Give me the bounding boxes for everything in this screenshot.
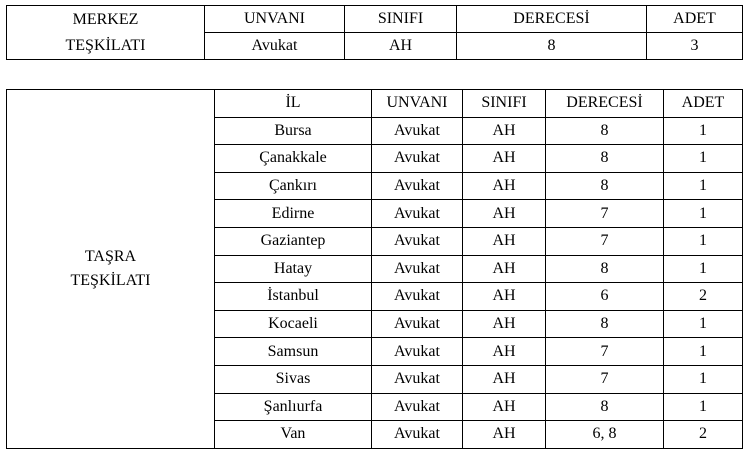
cell-il: Sivas (215, 365, 372, 393)
header-sinifi: SINIFI (463, 90, 546, 118)
cell-derecesi: 7 (546, 200, 664, 228)
cell-derecesi: 8 (546, 393, 664, 421)
cell-il: Edirne (215, 200, 372, 228)
cell-adet: 3 (647, 33, 743, 60)
cell-unvani: Avukat (372, 393, 463, 421)
cell-sinifi: AH (463, 283, 546, 311)
cell-unvani: Avukat (372, 338, 463, 366)
cell-il: Şanlıurfa (215, 393, 372, 421)
cell-derecesi: 7 (546, 365, 664, 393)
cell-sinifi: AH (463, 255, 546, 283)
cell-unvani: Avukat (372, 310, 463, 338)
cell-unvani: Avukat (372, 200, 463, 228)
cell-il: Hatay (215, 255, 372, 283)
cell-sinifi: AH (463, 227, 546, 255)
cell-adet: 1 (664, 310, 743, 338)
cell-adet: 1 (664, 200, 743, 228)
merkez-label-line: TEŞKİLATI (65, 36, 146, 54)
tasra-teskilati-label (7, 90, 215, 449)
cell-il: İstanbul (215, 283, 372, 311)
cell-unvani: Avukat (372, 172, 463, 200)
cell-unvani: Avukat (372, 145, 463, 173)
cell-derecesi: 7 (546, 338, 664, 366)
cell-adet: 1 (664, 172, 743, 200)
cell-il: Bursa (215, 117, 372, 145)
cell-sinifi: AH (463, 310, 546, 338)
cell-unvani: Avukat (372, 117, 463, 145)
cell-adet: 2 (664, 421, 743, 449)
cell-il: Van (215, 421, 372, 449)
cell-unvani: Avukat (372, 227, 463, 255)
cell-sinifi: AH (463, 200, 546, 228)
header-sinifi: SINIFI (345, 6, 457, 33)
cell-adet: 1 (664, 393, 743, 421)
header-il: İL (215, 90, 372, 118)
cell-sinifi: AH (463, 393, 546, 421)
cell-sinifi: AH (463, 421, 546, 449)
cell-derecesi: 8 (546, 310, 664, 338)
cell-sinifi: AH (463, 117, 546, 145)
cell-derecesi: 8 (546, 117, 664, 145)
cell-il: Çankırı (215, 172, 372, 200)
cell-derecesi: 8 (546, 145, 664, 173)
cell-derecesi: 8 (546, 172, 664, 200)
cell-adet: 2 (664, 283, 743, 311)
cell-unvani: Avukat (372, 255, 463, 283)
header-derecesi: DERECESİ (457, 6, 647, 33)
tasra-teskilati-table (6, 89, 743, 449)
cell-derecesi: 8 (546, 255, 664, 283)
cell-adet: 1 (664, 227, 743, 255)
header-adet: ADET (647, 6, 743, 33)
cell-sinifi: AH (463, 145, 546, 173)
cell-adet: 1 (664, 255, 743, 283)
cell-il: Samsun (215, 338, 372, 366)
cell-derecesi: 6 (546, 283, 664, 311)
cell-sinifi: AH (463, 172, 546, 200)
cell-derecesi: 7 (546, 227, 664, 255)
tasra-label-line: TAŞRA (84, 247, 137, 265)
cell-adet: 1 (664, 117, 743, 145)
cell-il: Çanakkale (215, 145, 372, 173)
cell-unvani: Avukat (372, 365, 463, 393)
merkez-teskilati-label (7, 6, 205, 60)
cell-derecesi: 8 (457, 33, 647, 60)
cell-adet: 1 (664, 145, 743, 173)
cell-sinifi: AH (463, 365, 546, 393)
cell-unvani: Avukat (372, 421, 463, 449)
cell-unvani: Avukat (205, 33, 345, 60)
merkez-header-row (7, 6, 743, 33)
cell-derecesi: 6, 8 (546, 421, 664, 449)
tasra-label-line: TEŞKİLATI (70, 271, 151, 289)
cell-il: Kocaeli (215, 310, 372, 338)
tasra-header-row (7, 90, 743, 118)
header-unvani: UNVANI (205, 6, 345, 33)
header-unvani: UNVANI (372, 90, 463, 118)
cell-il: Gaziantep (215, 227, 372, 255)
header-adet: ADET (664, 90, 743, 118)
cell-adet: 1 (664, 365, 743, 393)
cell-unvani: Avukat (372, 283, 463, 311)
cell-sinifi: AH (463, 338, 546, 366)
merkez-teskilati-table (6, 5, 743, 60)
cell-adet: 1 (664, 338, 743, 366)
header-derecesi: DERECESİ (546, 90, 664, 118)
cell-sinifi: AH (345, 33, 457, 60)
merkez-label-line: MERKEZ (72, 10, 139, 28)
